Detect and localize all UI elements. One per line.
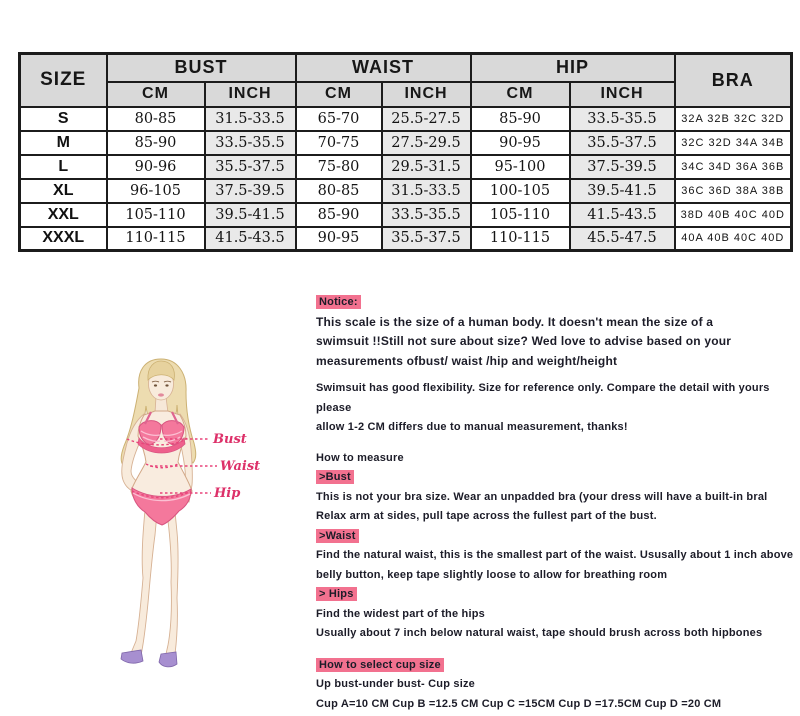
waist-inch-value: 31.5-33.5 (382, 179, 471, 203)
table-row (20, 203, 792, 227)
bra-value: 34C 34D 36A 36B (675, 155, 792, 179)
bust-inch-value: 35.5-37.5 (205, 155, 296, 179)
bra-value: 36C 36D 38A 38B (675, 179, 792, 203)
bust-section-heading: >Bust (316, 470, 354, 484)
table-row (20, 155, 792, 179)
bust-cm-value: 90-96 (107, 155, 205, 179)
figure-eye-right (165, 384, 168, 386)
hip-inch-value: 41.5-43.5 (570, 203, 675, 227)
bust-inch-header: INCH (205, 82, 296, 107)
bust-cm-value: 96-105 (107, 179, 205, 203)
cup-heading-line (316, 656, 794, 676)
bust-inch-value: 39.5-41.5 (205, 203, 296, 227)
bust-line-2: Relax arm at sides, pull tape across the fullest part of the bust. (316, 510, 657, 522)
measurement-figure (60, 352, 322, 684)
hip-cm-header: CM (471, 82, 570, 107)
hip-cm-value: 105-110 (471, 203, 570, 227)
size-label: XXXL (20, 227, 107, 251)
hip-cm-value: 85-90 (471, 107, 570, 131)
bust-cm-value: 105-110 (107, 203, 205, 227)
hip-label: Hip (214, 486, 241, 501)
bra-value: 38D 40B 40C 40D (675, 203, 792, 227)
figure-sketch (60, 352, 322, 684)
bra-value: 32C 32D 34A 34B (675, 131, 792, 155)
waist-line-2: belly button, keep tape slightly loose to allow for breathing room (316, 568, 668, 581)
size-label: L (20, 155, 107, 179)
table-row (20, 227, 792, 251)
col-header-bust: BUST (107, 54, 296, 82)
figure-right-shoe (159, 652, 177, 667)
hips-line-2: Usually about 7 inch below natural waist, tape should brush across both hipbones (316, 627, 763, 639)
waist-cm-header: CM (296, 82, 382, 107)
hips-heading-line (316, 585, 794, 605)
waist-cm-value: 90-95 (296, 227, 382, 251)
bust-cm-value: 80-85 (107, 107, 205, 131)
bust-cm-value: 85-90 (107, 131, 205, 155)
hip-cm-value: 110-115 (471, 227, 570, 251)
waist-inch-value: 29.5-31.5 (382, 155, 471, 179)
hips-line-1: Find the widest part of the hips (316, 607, 485, 620)
size-chart-table (18, 52, 793, 252)
bust-inch-value: 37.5-39.5 (205, 179, 296, 203)
size-label: S (20, 107, 107, 131)
col-header-bra: BRA (675, 54, 792, 107)
notice-heading: Notice: (316, 295, 361, 309)
cup-line-2: Cup A=10 CM Cup B =12.5 CM Cup C =15CM Cup D =17.5CM Cup D =20 CM (316, 697, 722, 710)
waist-cm-value: 80-85 (296, 179, 382, 203)
bust-inch-value: 41.5-43.5 (205, 227, 296, 251)
waist-inch-value: 27.5-29.5 (382, 131, 471, 155)
hip-inch-value: 45.5-47.5 (570, 227, 675, 251)
figure-right-leg (166, 512, 178, 654)
table-row (20, 131, 792, 155)
waist-cm-value: 85-90 (296, 203, 382, 227)
hip-inch-value: 35.5-37.5 (570, 131, 675, 155)
bust-inch-value: 33.5-35.5 (205, 131, 296, 155)
waist-section-heading: >Waist (316, 529, 359, 543)
cup-line-1: Up bust-under bust- Cup size (316, 678, 475, 690)
cup-size-heading: How to select cup size (316, 658, 444, 672)
hips-section-heading: > Hips (316, 587, 357, 601)
hip-cm-value: 95-100 (471, 155, 570, 179)
notice-heading-line (316, 293, 794, 313)
waist-inch-value: 35.5-37.5 (382, 227, 471, 251)
waist-inch-value: 33.5-35.5 (382, 203, 471, 227)
waist-line-1: Find the natural waist, this is the smallest part of the waist. Ususally about 1 inch above (316, 549, 794, 561)
figure-lips (158, 393, 164, 396)
size-label: XL (20, 179, 107, 203)
bust-cm-value: 110-115 (107, 227, 205, 251)
flexibility-line-2: allow 1-2 CM differs due to manual measurement, thanks! (316, 421, 628, 433)
col-header-hip: HIP (471, 54, 675, 82)
hip-cm-value: 90-95 (471, 131, 570, 155)
waist-heading-line (316, 527, 794, 547)
bust-heading-line (316, 468, 794, 488)
notice-line-3: measurements ofbust/ waist /hip and weight/height (316, 353, 618, 368)
measurement-notes (316, 293, 794, 714)
figure-eye-left (154, 384, 157, 386)
waist-cm-value: 70-75 (296, 131, 382, 155)
notice-line-2: swimsuit !!Still not sure about size? Wed love to advise based on your (316, 334, 732, 348)
bust-cm-header: CM (107, 82, 205, 107)
hip-cm-value: 100-105 (471, 179, 570, 203)
flexibility-line-1: Swimsuit has good flexibility. Size for reference only. Compare the detail with yours please (316, 382, 770, 414)
col-header-waist: WAIST (296, 54, 471, 82)
table-row (20, 179, 792, 203)
waist-cm-value: 65-70 (296, 107, 382, 131)
bust-label: Bust (213, 432, 247, 447)
bra-value: 32A 32B 32C 32D (675, 107, 792, 131)
figure-left-leg (131, 510, 157, 655)
table-row (20, 107, 792, 131)
bra-value: 40A 40B 40C 40D (675, 227, 792, 251)
bust-inch-value: 31.5-33.5 (205, 107, 296, 131)
waist-inch-header: INCH (382, 82, 471, 107)
size-label: M (20, 131, 107, 155)
waist-inch-value: 25.5-27.5 (382, 107, 471, 131)
hip-inch-value: 37.5-39.5 (570, 155, 675, 179)
bust-line-1: This is not your bra size. Wear an unpadded bra (your dress will have a built-in bral (316, 490, 768, 503)
table-header-row (20, 54, 792, 82)
how-to-measure-heading: How to measure (316, 451, 404, 464)
figure-left-shoe (121, 650, 143, 663)
notice-line-1: This scale is the size of a human body. It doesn't mean the size of a (316, 314, 714, 329)
hip-inch-value: 39.5-41.5 (570, 179, 675, 203)
hip-inch-header: INCH (570, 82, 675, 107)
col-header-size: SIZE (20, 54, 107, 107)
size-label: XXL (20, 203, 107, 227)
waist-cm-value: 75-80 (296, 155, 382, 179)
hip-inch-value: 33.5-35.5 (570, 107, 675, 131)
waist-label: Waist (220, 459, 261, 474)
